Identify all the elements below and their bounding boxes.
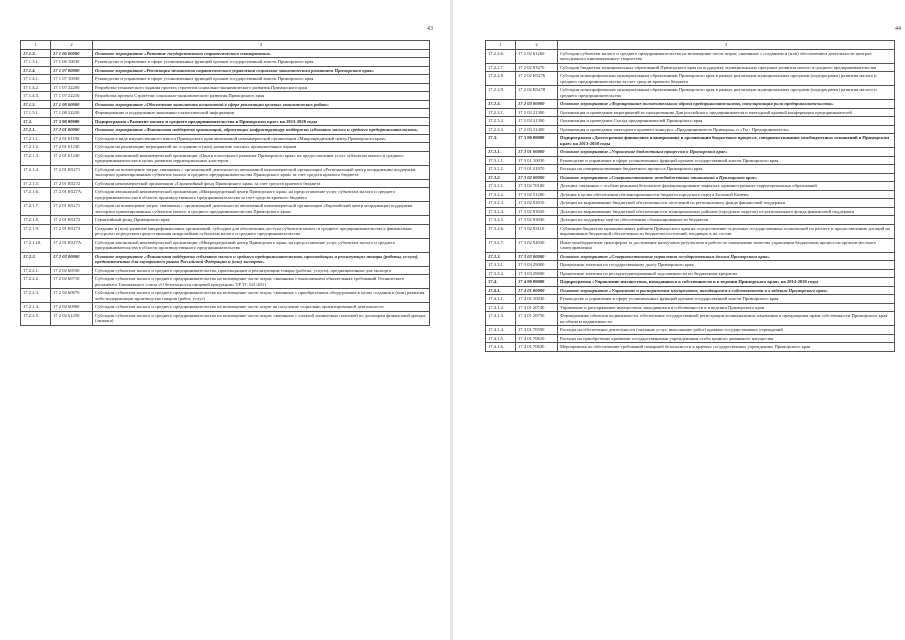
table-row [486,117,895,126]
row-number-cell: 17.2. [21,117,51,126]
description-cell: Расходы на обеспечение деятельности (оказание услуг, выполнение работ) краевых государственных учреждений [558,326,895,335]
table-row [486,278,895,287]
row-number-cell: 17.4.1.6. [486,343,516,352]
row-number-cell: 17.2.3.3. [486,125,516,134]
description-cell: Мероприятия по обеспечению требований пожарной безопасности в краевых государственных учреждениях Приморского края [558,343,895,352]
budget-code-cell: 17 3 02 93030 [516,216,558,225]
row-number-cell: 17.3.1.2. [486,165,516,174]
row-number-cell: 17.3. [486,134,516,148]
description-cell: Субсидии на реализацию мероприятий по созданию и (или) развитию частных промышленных парков [93,143,430,152]
row-number-cell: 17.2.2.2. [21,275,51,289]
budget-code-cell: 17 3 03 29690 [516,269,558,278]
table-row [486,100,895,109]
description-cell: Основное мероприятие «Совершенствование управления государственным долгом Приморского края» [558,252,895,261]
budget-code-cell: 17 2 02 60550 [51,266,93,275]
table-row [486,286,895,295]
row-number-cell: 17.3.1. [486,148,516,157]
row-number-cell: 17.3.2.5. [486,216,516,225]
row-number-cell: 17.2.2.1. [21,266,51,275]
description-cell: Управление и распоряжение имуществом, находящимся в собственности и в ведении Приморского края [558,303,895,312]
budget-code-cell: 17 3 03 29000 [516,261,558,270]
description-cell: Расходы на приобретение краевыми государственными учреждениями особо ценного движимого имущества [558,334,895,343]
row-number-cell: 17.4.1.5. [486,334,516,343]
table-row [486,295,895,304]
row-number-cell: 17.2.1. [21,126,51,135]
table-row [21,134,430,143]
budget-code-table [20,40,430,326]
right-page [453,0,905,640]
row-number-cell: 17.2.2.8. [486,72,516,86]
description-cell: Субсидии некоммерческой организации «Гарантийный фонд Приморского края» за счет средств краевого бюджета [93,179,430,188]
budget-code-cell: 17 1 07 00000 [51,66,93,75]
table-row [486,238,895,252]
table-row [21,66,430,75]
budget-code-cell: 17 3 01 21970 [516,165,558,174]
row-number-cell: 17.2.1.1. [21,134,51,143]
budget-code-cell: 17 2 01 R527A [51,238,93,252]
budget-code-cell: 17 3 02 00000 [516,173,558,182]
description-cell: Субвенции бюджетам муниципальных районов Приморского края на осуществление отдельных государственных полномочий по расчету и предоставлению дотаций на выравнивание бюджетной обеспеченности бюджетам поселений, входящих в их состав [558,224,895,238]
description-cell: Подпрограмма «Долгосрочное финансовое планирование и организация бюджетного процесса, совершенствование межбюджетных отношений в Приморском крае» на 2013-2020 годы [558,134,895,148]
table-row [486,199,895,208]
row-number-cell: 17.2.3. [486,100,516,109]
table-row [21,252,430,266]
table-row [21,75,430,84]
description-cell: Субсидии автономной некоммерческой организации «Микрокредитный центр Приморского края» на предоставление услуг субъектам малого и среднего предпринимательства в области производственного предпринимательства [93,238,430,252]
row-number-cell: 17.1.4. [21,66,51,75]
table-row [21,289,430,303]
row-number-cell: 17.4.1.2. [486,303,516,312]
budget-code-cell: 17 3 03 00000 [516,252,558,261]
table-row [21,58,430,67]
description-cell: Формирование и поддержание экономико-статистической информации [93,109,430,118]
budget-code-cell: 17 2 02 93270 [516,63,558,72]
table-row [486,125,895,134]
description-cell: Руководство и управление в сфере установленных функций органов государственной власти Приморского края [558,156,895,165]
budget-code-cell: 17 1 06 00000 [51,49,93,58]
row-number-cell: 17.1.3.1. [21,58,51,67]
row-number-cell: 17.2.1.2. [21,143,51,152]
table-row [486,343,895,352]
description-cell: Руководство и управление в сфере установленных функций органов государственной власти Приморского края [558,295,895,304]
description-cell: Субсидии субъектам малого и среднего предпринимательства на возмещение части затрат, связанных с приобретением оборудования в целях создания и (или) развития либо модернизации производства товаров (работ, услуг) [93,289,430,303]
budget-code-cell: 17 2 01 R5272 [51,179,93,188]
description-cell: Основное мероприятие «Совершенствование межбюджетных отношений в Приморском крае» [558,173,895,182]
row-number-cell: 17.2.1.7. [21,202,51,216]
table-row [486,261,895,270]
row-number-cell: 17.3.2.3. [486,199,516,208]
description-cell: Руководство и управление в сфере установленных функций органов государственной власти Приморского края [93,75,430,84]
budget-code-cell: 17 3 01 00000 [516,148,558,157]
description-cell: Разработка технического задания проекта стратегии социально-экономического развития Приморского края [93,83,430,92]
budget-code-cell: 17 2 02 R5276 [516,72,558,86]
budget-code-cell: 17 2 02 60970 [51,289,93,303]
description-cell: Субсидии субъектам малого и среднего предпринимательства на возмещение части затрат, связанных с созданием и (или) обеспечением деятельности центров молодежного инновационного творчества [558,49,895,63]
table-row [486,216,895,225]
budget-code-cell: 17 2 01 R5271 [51,165,93,179]
table-row [21,49,430,58]
column-header: 3 [93,41,430,50]
description-cell: Основное мероприятие «Формирование положительного образа предпринимательства, популяризация роли предпринимательства» [558,100,895,109]
table-row [486,303,895,312]
table-row [486,63,895,72]
row-number-cell: 17.3.2.7. [486,238,516,252]
row-number-cell: 17.2.1.9. [21,224,51,238]
budget-code-cell: 17 4 01 70630 [516,343,558,352]
table-row [21,100,430,109]
row-number-cell: 17.4.1.3. [486,312,516,326]
row-number-cell: 17.2.3.2. [486,117,516,126]
table-row [486,312,895,326]
description-cell: Дотации, связанные с особым режимом безопасное функционирование закрытых административно-территориальных образований [558,182,895,191]
table-row [21,275,430,289]
table-row [486,108,895,117]
row-number-cell: 17.1.5. [21,100,51,109]
budget-code-cell: 17 2 01 61240 [51,151,93,165]
table-row [486,72,895,86]
row-number-cell: 17.2.1.3. [21,151,51,165]
table-row [21,92,430,101]
description-cell: Формирование объектов недвижимости, обеспечение государственной регистрации возникновения, изменения и прекращения права собственности Приморского края на объекты недвижимости [558,312,895,326]
row-number-cell: 17.4.1.4. [486,326,516,335]
table-row [21,165,430,179]
budget-code-cell: 17 1 08 22220 [51,109,93,118]
budget-code-cell: 17 3 00 00000 [516,134,558,148]
description-cell: Организация и проведение Съезда предпринимателей Приморского края [558,117,895,126]
row-number-cell: 17.1.5.1. [21,109,51,118]
budget-code-cell: 17 2 02 61250 [51,311,93,325]
table-row [21,311,430,325]
table-row [21,238,430,252]
table-row [486,49,895,63]
table-row [21,143,430,152]
table-row [21,266,430,275]
table-row [21,179,430,188]
row-number-cell: 17.2.1.10. [21,238,51,252]
table-row [486,173,895,182]
row-number-cell: 17.1.4.1. [21,75,51,84]
description-cell: Субсидии на возмещение затрат, связанных с организацией деятельности автономной некоммерческой организации «Региональный центр координации поддержки экспортно ориентированных субъектов малого и среднего предпринимательства Приморского края» за счет средств краевого бюджета [93,165,430,179]
budget-code-cell: 17 2 00 00000 [51,117,93,126]
row-number-cell: 17.3.3.1. [486,261,516,270]
row-number-cell: 17.2.1.5. [21,179,51,188]
description-cell: Субсидии субъектам малого и среднего предпринимательства, производящим и реализующим товары (работы, услуги), предназначенные для экспорта [93,266,430,275]
budget-code-cell: 17 3 02 93020 [516,207,558,216]
row-number-cell: 17.4.1.1. [486,295,516,304]
budget-code-table [485,40,895,352]
description-cell: Субсидии монопрофильным муниципальным образованиям Приморского края в рамках реализации муниципальных программ (подпрограмм) развития малого и среднего предпринимательства [558,86,895,100]
table-row [486,156,895,165]
budget-code-cell: 17 4 01 20750 [516,312,558,326]
table-row [486,165,895,174]
table-row [21,303,430,312]
table-row [21,126,430,135]
row-number-cell: 17.3.2.1. [486,182,516,191]
description-cell: Процентные платежи по государственному долгу Приморского края [558,261,895,270]
description-cell: Дотация в целях обеспечения сбалансированности бюджета городского округа Большой Камень [558,190,895,199]
table-row [21,109,430,118]
description-cell: Основное мероприятие «Финансовая поддержка субъектов малого и среднего предпринимательства, производящих и реализующих товары (работы, услуги), предназначенные для внутреннего рынка Российской Федерации и (или) экспорта» [93,252,430,266]
budget-code-cell: 17 3 02 51260 [516,190,558,199]
column-header: 2 [516,41,558,50]
description-cell: Разработка проекта Стратегии социально-экономического развития Приморского края [93,92,430,101]
budget-code-cell: 17 2 02 R5478 [516,86,558,100]
row-number-cell: 17.1.4.3. [21,92,51,101]
budget-code-cell: 17 2 01 R5271 [51,202,93,216]
budget-code-cell: 17 1 06 10030 [51,58,93,67]
description-cell: Субсидии в виде имущественного взноса Приморского края автономной некоммерческой организации «Микрокредитный центр Приморского края» [93,134,430,143]
description-cell: Организация и проведение мероприятий ко празднованию Дня российского предпринимателя и ежегодный краевой конференции предпринимателей [558,108,895,117]
budget-code-cell: 17 2 01 R5273 [51,224,93,238]
row-number-cell: 17.1.3. [21,49,51,58]
page-number: 44 [895,26,901,32]
description-cell: Подпрограмма «Управление имуществом, находящимся в собственности и в ведении Приморского края» на 2014-2020 годы [558,278,895,287]
description-cell: Расходы на совершенствование бюджетного процесса Приморского края [558,165,895,174]
budget-code-cell: 17 2 03 21390 [516,117,558,126]
budget-code-cell: 17 1 08 00000 [51,100,93,109]
table-row [486,326,895,335]
table-row [486,148,895,157]
table-row [486,190,895,199]
column-header: 3 [558,41,895,50]
table-row [486,86,895,100]
table-row [486,334,895,343]
budget-code-cell: 17 2 03 00000 [516,100,558,109]
budget-code-cell: 17 4 01 20740 [516,303,558,312]
budget-code-cell: 17 3 02 93010 [516,199,558,208]
description-cell: Дотации на поддержку мер по обеспечению сбалансированности бюджетов [558,216,895,225]
page-number: 43 [427,26,433,32]
budget-code-cell: 17 2 01 R527A [51,188,93,202]
header-row [486,41,895,50]
row-number-cell: 17.2.2.3. [21,289,51,303]
budget-code-cell: 17 2 02 60710 [51,275,93,289]
budget-code-cell: 17 2 01 00000 [51,126,93,135]
row-number-cell: 17.4.1. [486,286,516,295]
row-number-cell: 17.3.3. [486,252,516,261]
header-row [21,41,430,50]
description-cell: Основное мероприятие «Реализация механизмов стратегического управления социально-экономическим развитием Приморского края» [93,66,430,75]
budget-code-cell: 17 4 00 00000 [516,278,558,287]
description-cell: Руководство и управление в сфере установленных функций органов государственной власти Приморского края [93,58,430,67]
budget-code-cell: 17 2 01 61230 [51,143,93,152]
budget-code-cell: 17 4 01 70610 [516,334,558,343]
row-number-cell: 17.2.2.4. [21,303,51,312]
description-cell: Основное мероприятие «Развитие государственного стратегического планирования» [93,49,430,58]
row-number-cell: 17.3.1.1. [486,156,516,165]
description-cell: Организация и проведение ежегодного краевого конкурса «Предприниматель Приморья» и «Ты - Предприниматель» [558,125,895,134]
column-header: 1 [21,41,51,50]
row-number-cell: 17.1.4.2. [21,83,51,92]
left-page [0,0,452,640]
row-number-cell: 17.2.2.5. [21,311,51,325]
budget-code-cell: 17 3 02 70100 [516,182,558,191]
description-cell: Процентные платежи по реструктуризированной задолженности по бюджетным кредитам [558,269,895,278]
row-number-cell: 17.4. [486,278,516,287]
description-cell: Субсидии автономной некоммерческой организации «Центр кластерного развития Приморского края» на предоставление услуг субъектам малого и среднего предпринимательства в целях развития территориальных кластеров [93,151,430,165]
table-row [21,188,430,202]
budget-code-cell: 17 2 03 21380 [516,108,558,117]
table-row [486,182,895,191]
budget-code-cell: 17 2 03 21400 [516,125,558,134]
table-row [21,202,430,216]
budget-code-cell: 17 2 02 61260 [516,49,558,63]
table-row [486,207,895,216]
row-number-cell: 17.2.1.8. [21,216,51,225]
table-row [21,117,430,126]
budget-code-cell: 17 1 07 10030 [51,75,93,84]
description-cell: Дотации на выравнивание бюджетной обеспеченности поселений из регионального фонда финансовой поддержки [558,199,895,208]
row-number-cell: 17.2.3.1. [486,108,516,117]
row-number-cell: 17.2.1.4. [21,165,51,179]
row-number-cell: 17.2.2.7. [486,63,516,72]
description-cell: Основное мероприятие «Управление и распоряжение имуществом, находящимся в собственности и в ведении Приморского края» [558,286,895,295]
row-number-cell: 17.2.2.9. [486,86,516,100]
description-cell: Субсидии на возмещение затрат, связанных с организацией деятельности автономной некоммерческой организации «Евразийский центр координации поддержки экспортно ориентированных субъектов малого и среднего предпринимательства Приморского края» [93,202,430,216]
table-row [486,269,895,278]
table-row [21,224,430,238]
budget-code-cell: 17 2 01 61190 [51,134,93,143]
table-row [486,224,895,238]
row-number-cell: 17.2.2.6. [486,49,516,63]
description-cell: Основное мероприятие «Управление бюджетным процессом в Приморском крае» [558,148,895,157]
table-row [486,134,895,148]
description-cell: Дотации на выравнивание бюджетной обеспеченности муниципальных районов (городских округов) из регионального фонда финансовой поддержки [558,207,895,216]
description-cell: Основное мероприятие «Финансовая поддержка организаций, образующих инфраструктуру поддержки субъектов малого и среднего предпринимательства» [93,126,430,135]
description-cell: Создание и (или) развитие микрофинансовых организаций, субсидии для обеспечения доступа субъектов малого и среднего предпринимательства к финансовым ресурсам посредством предоставления микрозаймов субъектам малого и среднего предпринимательства [93,224,430,238]
row-number-cell: 17.3.2. [486,173,516,182]
budget-code-cell: 17 4 01 10030 [516,295,558,304]
row-number-cell: 17.3.3.2. [486,269,516,278]
budget-code-cell: 17 1 07 22210 [51,92,93,101]
row-number-cell: 17.3.2.2. [486,190,516,199]
table-row [486,252,895,261]
table-row [21,83,430,92]
budget-code-cell: 17 2 02 60980 [51,303,93,312]
row-number-cell: 17.2.1.6. [21,188,51,202]
description-cell: Иные межбюджетные трансферты за достижение наилучших результатов в работе по повышению качества управления бюджетным процессом органов местного самоуправления [558,238,895,252]
row-number-cell: 17.3.2.4. [486,207,516,216]
description-cell: Гарантийный фонд Приморского края [93,216,430,225]
budget-code-cell: 17 3 02 93110 [516,224,558,238]
budget-code-cell: 17 4 01 00000 [516,286,558,295]
budget-code-cell: 17 4 01 70590 [516,326,558,335]
budget-code-cell: 17 2 01 R5272 [51,216,93,225]
row-number-cell: 17.2.2. [21,252,51,266]
budget-code-cell: 17 3 01 10030 [516,156,558,165]
budget-code-cell: 17 2 02 00000 [51,252,93,266]
description-cell: Подпрограмма «Развитие малого и среднего предпринимательства в Приморском крае» на 2013-2020 годы [93,117,430,126]
table-row [21,216,430,225]
description-cell: Субсидии субъектам малого и среднего предпринимательства на возмещение части затрат, связанных с уплатой лизинговых платежей по договорам финансовой аренды (лизинга) [93,311,430,325]
column-header: 1 [486,41,516,50]
table-row [21,151,430,165]
description-cell: Субсидии бюджетам муниципальных образований Приморского края на поддержку муниципальных программ развития малого и среднего предпринимательства [558,63,895,72]
description-cell: Субсидии автономной некоммерческой организации «Микрокредитный центр Приморского края» на предоставление услуг субъектам малого и среднего предпринимательства в области производственного предпринимательства за счет средств краевого бюджета [93,188,430,202]
description-cell: Основное мероприятие «Обеспечение выполнения полномочий в сфере реализации целевых экономических работ» [93,100,430,109]
description-cell: Субсидии субъектам малого и среднего предпринимательства на возмещение части затрат, связанных с выполнением обязательных требований Технического регламента Таможенного союза «О безопасности пищевой продукции» ТР ТС 021/2011 [93,275,430,289]
description-cell: Субсидии субъектам малого и среднего предпринимательства на возмещение части затрат на получение социально ориентированной деятельности [93,303,430,312]
row-number-cell: 17.3.2.6. [486,224,516,238]
description-cell: Субсидии монопрофильным муниципальным образованиям Приморского края в рамках реализации муниципальных программ (подпрограмм) развития малого и среднего предпринимательства за счет средств краевого бюджета [558,72,895,86]
budget-code-cell: 17 1 07 22200 [51,83,93,92]
column-header: 2 [51,41,93,50]
budget-code-cell: 17 3 02 94030 [516,238,558,252]
